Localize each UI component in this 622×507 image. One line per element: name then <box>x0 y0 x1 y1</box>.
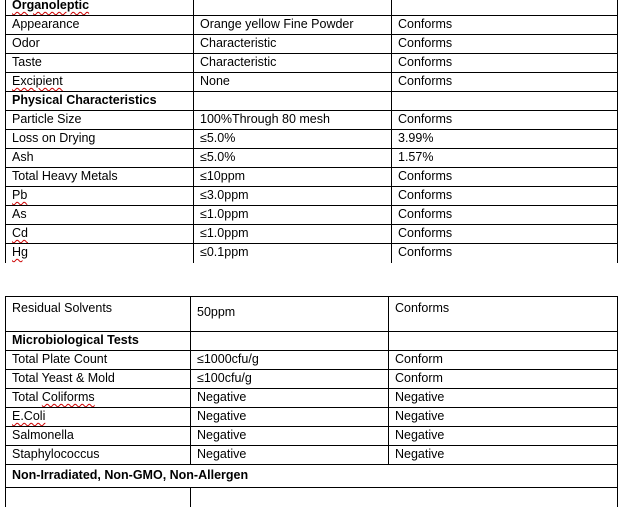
item-result: Conforms <box>389 297 618 332</box>
item-result: Conforms <box>392 54 618 73</box>
item-name <box>6 389 191 408</box>
table-row <box>6 370 618 389</box>
item-specification: ≤5.0% <box>194 130 392 149</box>
item-result: Conforms <box>392 187 618 206</box>
item-name: Particle Size <box>6 111 194 130</box>
item-name: Taste <box>6 54 194 73</box>
section-row <box>6 332 618 351</box>
item-specification: Characteristic <box>194 35 392 54</box>
table-row <box>6 111 618 130</box>
footer-row <box>6 465 618 488</box>
empty-cell <box>6 488 191 507</box>
item-result: Conforms <box>392 244 618 263</box>
item-name: Total Heavy Metals <box>6 168 194 187</box>
section-heading <box>6 0 194 16</box>
specification-table-1 <box>5 0 618 263</box>
empty-cell <box>389 332 618 351</box>
item-specification: Negative <box>191 408 389 427</box>
item-name <box>6 187 194 206</box>
item-result: Conforms <box>392 111 618 130</box>
table-row <box>6 351 618 370</box>
item-specification: 50ppm <box>191 297 389 332</box>
item-result: 1.57% <box>392 149 618 168</box>
item-result: Conforms <box>392 73 618 92</box>
item-name: Staphylococcus <box>6 446 191 465</box>
table-row <box>6 73 618 92</box>
item-result: Conform <box>389 351 618 370</box>
item-name-text: E.Coli <box>12 409 46 423</box>
item-specification: ≤0.1ppm <box>194 244 392 263</box>
item-name <box>6 244 194 263</box>
item-specification: Negative <box>191 427 389 446</box>
table-row <box>6 225 618 244</box>
table-row <box>6 130 618 149</box>
item-specification: ≤100cfu/g <box>191 370 389 389</box>
item-name: Ash <box>6 149 194 168</box>
item-specification: Orange yellow Fine Powder <box>194 16 392 35</box>
item-result: Conforms <box>392 225 618 244</box>
item-name: Total Yeast & Mold <box>6 370 191 389</box>
item-name-word: Coliforms <box>41 390 95 404</box>
item-result: Conforms <box>392 16 618 35</box>
item-specification: ≤10ppm <box>194 168 392 187</box>
item-specification: Negative <box>191 389 389 408</box>
footer-statement: Non-Irradiated, Non-GMO, Non-Allergen <box>6 465 618 488</box>
item-specification: ≤1.0ppm <box>194 225 392 244</box>
item-name-text: Hg <box>12 245 28 259</box>
item-result: Conform <box>389 370 618 389</box>
item-specification: 100%Through 80 mesh <box>194 111 392 130</box>
table-row <box>6 168 618 187</box>
item-name: As <box>6 206 194 225</box>
item-result: Negative <box>389 427 618 446</box>
section-row <box>6 0 618 16</box>
item-name-text: Excipient <box>12 74 63 88</box>
item-specification: ≤1000cfu/g <box>191 351 389 370</box>
item-name <box>6 225 194 244</box>
item-specification: None <box>194 73 392 92</box>
table-row <box>6 35 618 54</box>
item-name <box>6 408 191 427</box>
item-name-text: Pb <box>12 188 28 202</box>
table-row <box>6 206 618 225</box>
item-result: Conforms <box>392 35 618 54</box>
section-row <box>6 92 618 111</box>
section-heading: Physical Characteristics <box>6 92 194 111</box>
empty-cell <box>392 92 618 111</box>
empty-cell <box>392 0 618 16</box>
item-name: Total Plate Count <box>6 351 191 370</box>
item-result: Negative <box>389 446 618 465</box>
table-row <box>6 149 618 168</box>
section-heading-text: Organoleptic <box>12 0 90 12</box>
table-row <box>6 446 618 465</box>
table-row <box>6 427 618 446</box>
table-row <box>6 389 618 408</box>
item-result: Negative <box>389 408 618 427</box>
item-name-text: Cd <box>12 226 28 240</box>
item-specification: ≤5.0% <box>194 149 392 168</box>
item-name-prefix: Total <box>12 390 42 404</box>
item-result: Conforms <box>392 206 618 225</box>
item-specification: ≤3.0ppm <box>194 187 392 206</box>
item-specification: Negative <box>191 446 389 465</box>
table-row <box>6 297 618 332</box>
empty-cell <box>191 488 618 507</box>
item-name: Odor <box>6 35 194 54</box>
item-result: 3.99% <box>392 130 618 149</box>
item-result: Negative <box>389 389 618 408</box>
table-row <box>6 488 618 507</box>
empty-cell <box>191 332 389 351</box>
table-row <box>6 187 618 206</box>
item-name: Residual Solvents <box>6 297 191 332</box>
specification-table-2 <box>5 296 618 507</box>
item-name <box>6 73 194 92</box>
table-row <box>6 244 618 263</box>
table-row <box>6 408 618 427</box>
item-specification: ≤1.0ppm <box>194 206 392 225</box>
table-row <box>6 54 618 73</box>
item-name: Loss on Drying <box>6 130 194 149</box>
empty-cell <box>194 0 392 16</box>
table-row <box>6 16 618 35</box>
section-heading: Microbiological Tests <box>6 332 191 351</box>
item-name: Appearance <box>6 16 194 35</box>
item-result: Conforms <box>392 168 618 187</box>
item-specification: Characteristic <box>194 54 392 73</box>
item-name: Salmonella <box>6 427 191 446</box>
empty-cell <box>194 92 392 111</box>
